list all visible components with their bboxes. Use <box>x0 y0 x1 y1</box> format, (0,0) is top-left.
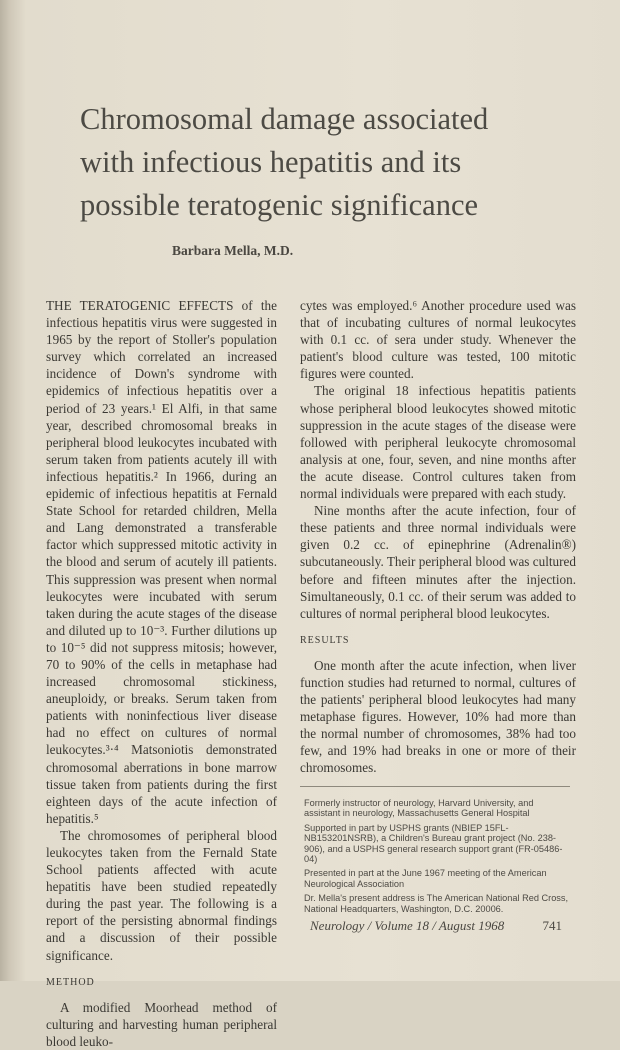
results-paragraph: One month after the acute infection, when liver function studies had returned to normal, cultures of the patients' peripheral blood leukocytes had many metaphase figures. However, 10% had more than the normal number of chromosomes, 38% had too few, and 19% had breaks in one or more of their chromosomes. <box>300 657 576 776</box>
method-paragraph: A modified Moorhead method of culturing and harvesting human peripheral blood leuko- <box>46 999 277 1049</box>
article-title <box>80 98 550 227</box>
footnote-address: Dr. Mella's present address is The American National Red Cross, National Headquarters, Washington, D.C. 20006. <box>304 893 569 914</box>
footnotes <box>304 798 569 918</box>
footnote-support: Supported in part by USPHS grants (NBIEP 15FL-NB153201NSRB), a Children's Bureau grant project (No. 238-906), and a USPHS general research support grant (FR-05486-04) <box>304 822 563 865</box>
method-continued-paragraph: cytes was employed.⁶ Another procedure used was that of incubating cultures of normal leukocytes with 0.1 cc. of sera under study. Whenever the patient's blood culture was tested, 100 mitotic figures were counted. <box>300 298 576 382</box>
title-line-3: possible teratogenic significance <box>80 188 479 222</box>
left-column <box>46 297 277 1050</box>
method-heading: METHOD <box>46 976 95 988</box>
author-name: Barbara Mella, M.D. <box>172 243 294 258</box>
footnote-divider <box>300 786 570 787</box>
page-number: 741 <box>542 918 562 933</box>
study-paragraph: The chromosomes of peripheral blood leukocytes taken from the Fernald State School patients affected with acute hepatitis have been studied repeatedly during the past year. The following is a report of the persisting abnormal findings and a discussion of their possible significance. <box>46 827 277 963</box>
intro-paragraph: THE TERATOGENIC EFFECTS of the infectious hepatitis virus were suggested in 1965 by the report of Stoller's population survey which correlated an increased incidence of Down's syndrome with epidemics of infectious hepatitis over a period of 23 years.¹ El Alfi, in that same year, described chromosomal breaks in peripheral blood leukocytes incubated with serum taken from patients acutely ill with infectious hepatitis.² In 1966, during an epidemic of infectious hepatitis at Fernald State School for retarded children, Mella and Lang demonstrated a transferable factor which suppressed mitotic activity in the blood and serum of acutely ill patients. This suppression was present when normal leukocytes were incubated with serum taken during the acute stages of the disease and diluted up to 10⁻³. Further dilutions up to 10⁻⁵ did not suppress mitosis; however, 70 to 90% of the cells in metaphase had increased chromosomal stickiness, aneuploidy, or breaks. Serum taken from patients with noninfectious liver disease had no effect on cultures of normal leukocytes.³·⁴ Matsoniotis demonstrated chromosomal aberrations in bone marrow tissue taken from patients during the first eighteen days of the acute infection of hepatitis.⁵ <box>46 298 277 826</box>
footnote-affiliation: Formerly instructor of neurology, Harvard University, and assistant in neurology, Massachusetts General Hospital <box>304 798 534 819</box>
title-line-2: with infectious hepatitis and its <box>80 145 462 179</box>
right-column <box>300 297 576 777</box>
results-heading: RESULTS <box>300 634 350 646</box>
footnote-presented: Presented in part at the June 1967 meeting of the American Neurological Association <box>304 868 547 889</box>
epinephrine-paragraph: Nine months after the acute infection, four of these patients and three normal individuals were given 0.2 cc. of epinephrine (Adrenalin®) subcutaneously. Their peripheral blood was cultured before and fifteen minutes after the injection. Simultaneously, 0.1 cc. of their serum was added to cultures of normal peripheral blood leukocytes. <box>300 503 576 621</box>
title-line-1: Chromosomal damage associated <box>80 102 489 136</box>
followup-paragraph: The original 18 infectious hepatitis patients whose peripheral blood leukocytes showed mitotic suppression in the acute stages of the disease were followed with peripheral leukocyte chromosomal analysis at one, four, seven, and nine months after the acute disease. Control cultures taken from normal individuals were prepared with each study. <box>300 383 576 502</box>
page-footer <box>310 918 570 934</box>
journal-citation: Neurology / Volume 18 / August 1968 <box>310 918 505 933</box>
